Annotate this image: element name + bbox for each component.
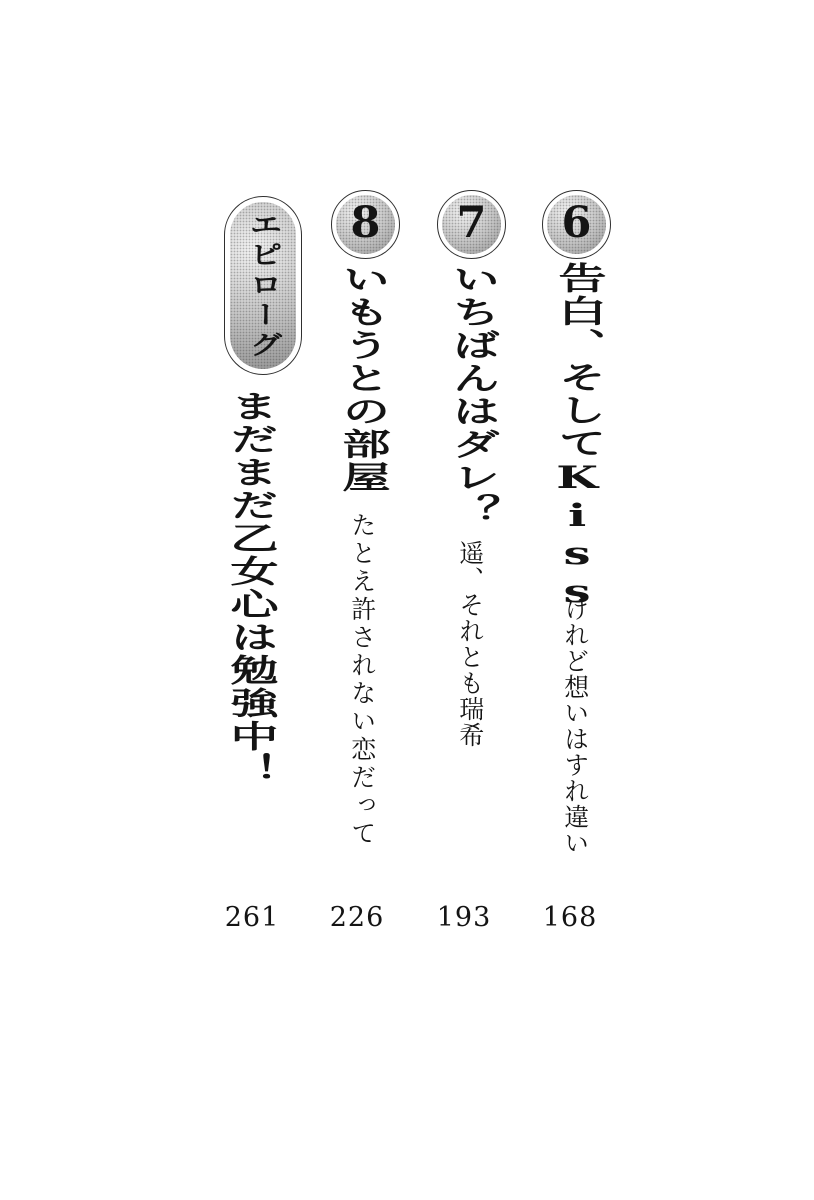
epilogue-label: エピローグ bbox=[243, 210, 283, 361]
badge-halftone-fill bbox=[230, 202, 296, 369]
chapter-7-page-number: 193 bbox=[436, 902, 492, 933]
chapter-6-title: 告白、そしてKiss bbox=[549, 262, 605, 612]
chapter-6-number: 6 bbox=[561, 198, 592, 248]
chapter-6-page-number: 168 bbox=[542, 902, 598, 933]
chapter-7-subtitle: 遥、それとも瑞希 bbox=[455, 540, 485, 748]
chapter-8-number: 8 bbox=[350, 198, 381, 248]
badge-halftone-fill bbox=[442, 195, 501, 254]
chapter-8-number-badge bbox=[331, 190, 400, 259]
chapter-8-title: いもうとの部屋 bbox=[333, 263, 389, 494]
chapter-6-number-badge bbox=[542, 190, 611, 259]
chapter-8-subtitle: たとえ許されない恋だって bbox=[347, 512, 377, 848]
epilogue-badge bbox=[224, 196, 302, 375]
chapter-7-number-badge bbox=[437, 190, 506, 259]
badge-halftone-fill bbox=[336, 195, 395, 254]
epilogue-title: まだまだ乙女心は勉強中！ bbox=[221, 390, 277, 786]
badge-halftone-fill bbox=[547, 195, 606, 254]
chapter-6-subtitle: けれど想いはすれ違い bbox=[560, 596, 590, 856]
chapter-7-title: いちばんはダレ？ bbox=[443, 263, 499, 527]
epilogue-page-number: 261 bbox=[224, 902, 280, 933]
chapter-7-number: 7 bbox=[456, 198, 487, 248]
chapter-8-page-number: 226 bbox=[329, 902, 385, 933]
